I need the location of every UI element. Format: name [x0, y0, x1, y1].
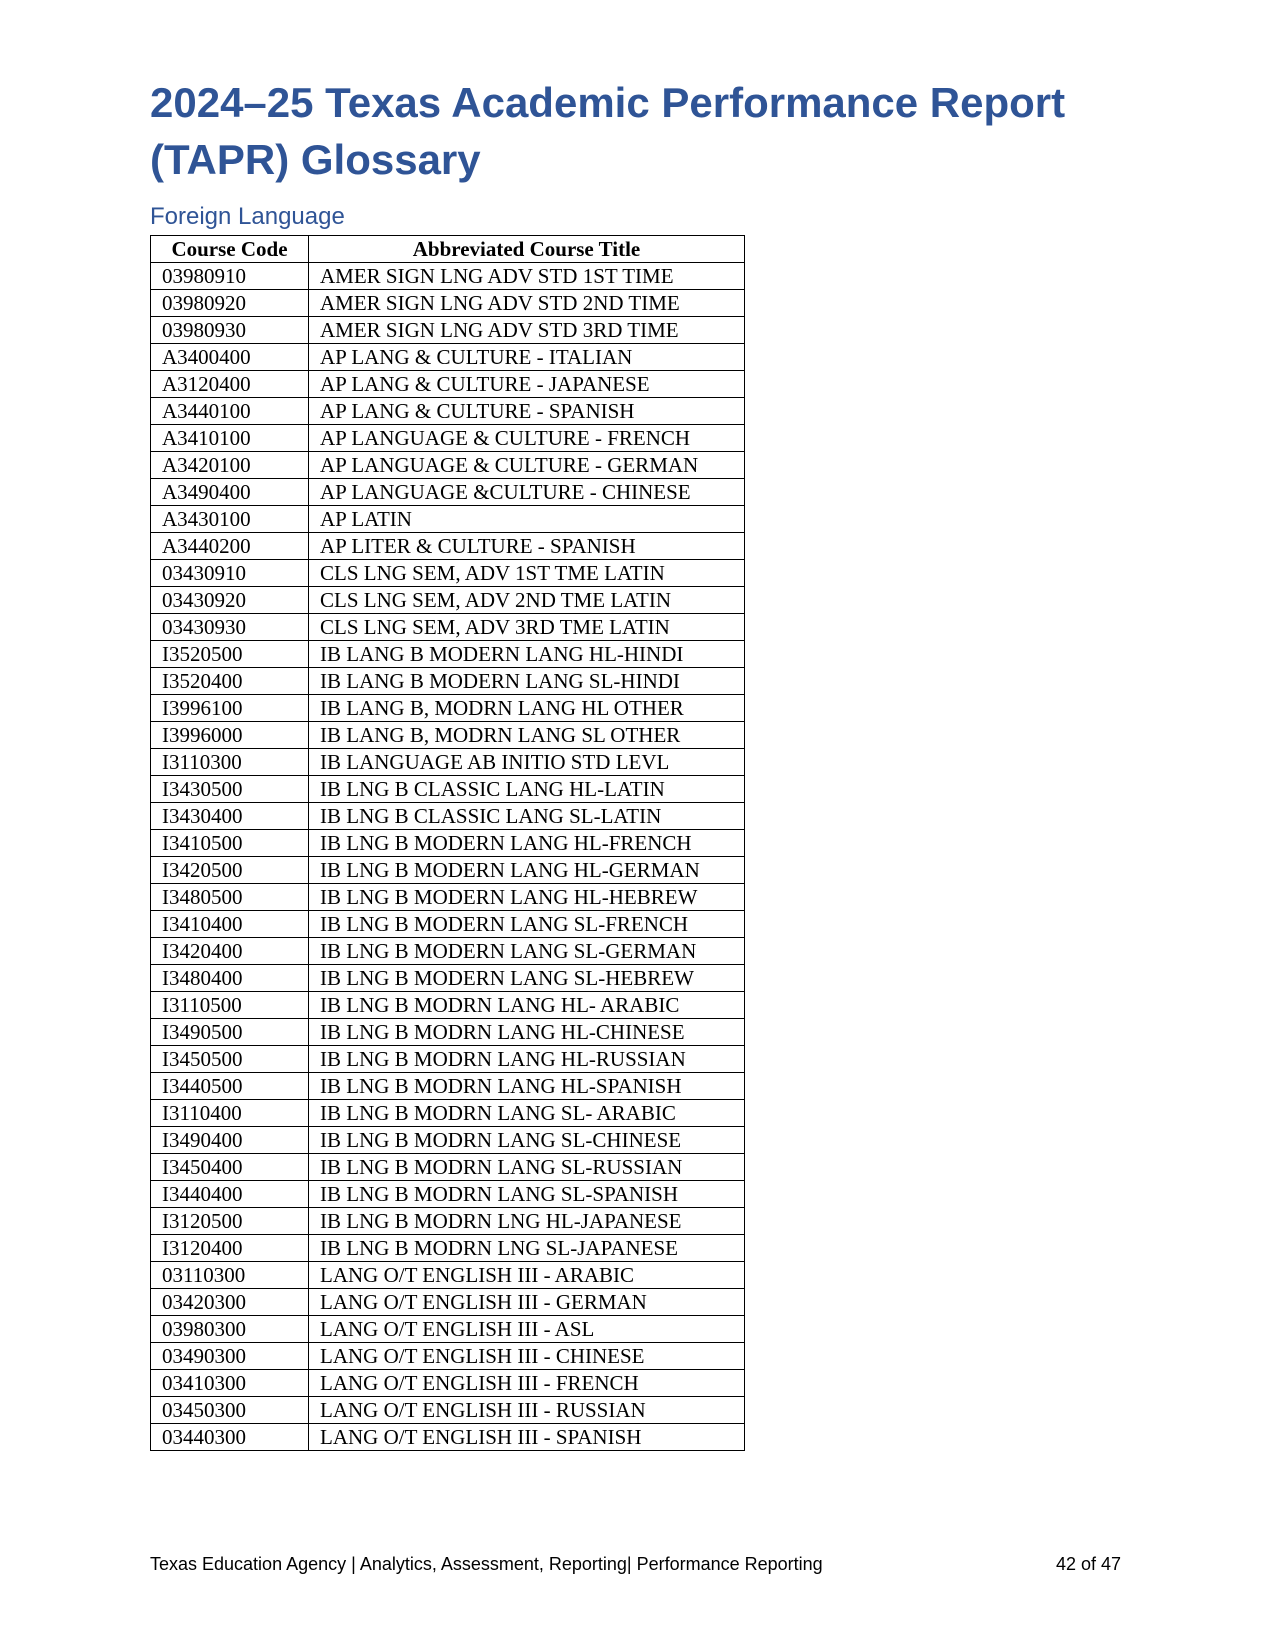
table-row — [151, 1019, 745, 1046]
course-title-cell: IB LNG B CLASSIC LANG SL-LATIN — [309, 803, 745, 830]
course-code-cell: A3440100 — [151, 398, 309, 425]
course-title-cell: IB LNG B MODRN LANG SL- ARABIC — [309, 1100, 745, 1127]
course-title-cell: AP LANGUAGE &CULTURE - CHINESE — [309, 479, 745, 506]
course-code-cell: I3410400 — [151, 911, 309, 938]
table-header-row — [151, 236, 745, 263]
table-row — [151, 506, 745, 533]
course-code-cell: I3430500 — [151, 776, 309, 803]
course-code-cell: I3440500 — [151, 1073, 309, 1100]
course-title-cell: LANG O/T ENGLISH III - RUSSIAN — [309, 1397, 745, 1424]
table-row — [151, 884, 745, 911]
course-code-cell: I3450500 — [151, 1046, 309, 1073]
table-row — [151, 1424, 745, 1451]
course-code-cell: A3440200 — [151, 533, 309, 560]
course-code-cell: 03980930 — [151, 317, 309, 344]
course-code-cell: 03430920 — [151, 587, 309, 614]
course-title-cell: IB LNG B MODERN LANG SL-FRENCH — [309, 911, 745, 938]
course-code-cell: 03490300 — [151, 1343, 309, 1370]
course-title-cell: AMER SIGN LNG ADV STD 2ND TIME — [309, 290, 745, 317]
course-code-cell: 03110300 — [151, 1262, 309, 1289]
course-code-cell: I3520500 — [151, 641, 309, 668]
course-code-cell: I3120500 — [151, 1208, 309, 1235]
course-title-cell: AMER SIGN LNG ADV STD 3RD TIME — [309, 317, 745, 344]
table-row — [151, 1127, 745, 1154]
table-row — [151, 722, 745, 749]
table-row — [151, 938, 745, 965]
course-title-cell: AP LANG & CULTURE - ITALIAN — [309, 344, 745, 371]
course-code-cell: 03410300 — [151, 1370, 309, 1397]
course-code-cell: A3410100 — [151, 425, 309, 452]
course-title-cell: IB LNG B CLASSIC LANG HL-LATIN — [309, 776, 745, 803]
column-header-course-code: Course Code — [151, 236, 309, 263]
course-code-cell: I3420400 — [151, 938, 309, 965]
table-row — [151, 1181, 745, 1208]
course-title-cell: IB LANG B MODERN LANG SL-HINDI — [309, 668, 745, 695]
table-row — [151, 911, 745, 938]
course-title-cell: IB LNG B MODRN LANG HL- ARABIC — [309, 992, 745, 1019]
course-title-cell: CLS LNG SEM, ADV 2ND TME LATIN — [309, 587, 745, 614]
table-row — [151, 317, 745, 344]
table-row — [151, 857, 745, 884]
course-code-cell: A3400400 — [151, 344, 309, 371]
course-title-cell: AP LANG & CULTURE - SPANISH — [309, 398, 745, 425]
course-title-cell: AP LITER & CULTURE - SPANISH — [309, 533, 745, 560]
course-title-cell: LANG O/T ENGLISH III - CHINESE — [309, 1343, 745, 1370]
table-row — [151, 1397, 745, 1424]
course-title-cell: IB LANG B, MODRN LANG HL OTHER — [309, 695, 745, 722]
table-row — [151, 452, 745, 479]
course-title-cell: CLS LNG SEM, ADV 1ST TME LATIN — [309, 560, 745, 587]
table-row — [151, 992, 745, 1019]
column-header-course-title: Abbreviated Course Title — [309, 236, 745, 263]
course-title-cell: AP LANGUAGE & CULTURE - FRENCH — [309, 425, 745, 452]
course-code-cell: I3490500 — [151, 1019, 309, 1046]
course-title-cell: IB LNG B MODERN LANG HL-FRENCH — [309, 830, 745, 857]
table-row — [151, 371, 745, 398]
course-code-cell: A3430100 — [151, 506, 309, 533]
course-title-cell: IB LNG B MODRN LNG SL-JAPANESE — [309, 1235, 745, 1262]
table-row — [151, 614, 745, 641]
course-table — [150, 235, 745, 1451]
course-code-cell: A3120400 — [151, 371, 309, 398]
course-title-cell: LANG O/T ENGLISH III - GERMAN — [309, 1289, 745, 1316]
course-title-cell: AMER SIGN LNG ADV STD 1ST TIME — [309, 263, 745, 290]
course-title-cell: IB LNG B MODERN LANG HL-GERMAN — [309, 857, 745, 884]
table-row — [151, 965, 745, 992]
course-code-cell: I3490400 — [151, 1127, 309, 1154]
course-code-cell: I3440400 — [151, 1181, 309, 1208]
course-title-cell: IB LANG B MODERN LANG HL-HINDI — [309, 641, 745, 668]
footer-text: Texas Education Agency | Analytics, Assessment, Reporting| Performance Reporting — [150, 1554, 823, 1574]
table-row — [151, 1262, 745, 1289]
table-row — [151, 695, 745, 722]
table-row — [151, 1235, 745, 1262]
course-title-cell: AP LANG & CULTURE - JAPANESE — [309, 371, 745, 398]
course-code-cell: 03430930 — [151, 614, 309, 641]
page-title-line-1: 2024–25 Texas Academic Performance Report — [150, 79, 1066, 126]
table-row — [151, 587, 745, 614]
table-row — [151, 1289, 745, 1316]
course-code-cell: 03430910 — [151, 560, 309, 587]
table-row — [151, 290, 745, 317]
course-code-cell: I3520400 — [151, 668, 309, 695]
table-row — [151, 668, 745, 695]
course-title-cell: IB LNG B MODRN LANG SL-SPANISH — [309, 1181, 745, 1208]
table-row — [151, 803, 745, 830]
course-table-body — [151, 263, 745, 1451]
table-row — [151, 1100, 745, 1127]
course-code-cell: I3996000 — [151, 722, 309, 749]
table-row — [151, 1316, 745, 1343]
course-title-cell: IB LNG B MODERN LANG HL-HEBREW — [309, 884, 745, 911]
course-code-cell: I3410500 — [151, 830, 309, 857]
course-code-cell: 03440300 — [151, 1424, 309, 1451]
course-title-cell: IB LNG B MODRN LANG SL-RUSSIAN — [309, 1154, 745, 1181]
course-title-cell: IB LNG B MODRN LNG HL-JAPANESE — [309, 1208, 745, 1235]
table-row — [151, 560, 745, 587]
course-code-cell: A3420100 — [151, 452, 309, 479]
table-row — [151, 344, 745, 371]
course-title-cell: LANG O/T ENGLISH III - ASL — [309, 1316, 745, 1343]
course-title-cell: IB LANGUAGE AB INITIO STD LEVL — [309, 749, 745, 776]
course-code-cell: 03420300 — [151, 1289, 309, 1316]
table-row — [151, 641, 745, 668]
table-row — [151, 479, 745, 506]
course-code-cell: I3110500 — [151, 992, 309, 1019]
table-row — [151, 263, 745, 290]
course-title-cell: IB LNG B MODRN LANG HL-CHINESE — [309, 1019, 745, 1046]
course-title-cell: LANG O/T ENGLISH III - FRENCH — [309, 1370, 745, 1397]
table-row — [151, 776, 745, 803]
course-code-cell: I3110400 — [151, 1100, 309, 1127]
course-code-cell: I3480400 — [151, 965, 309, 992]
table-row — [151, 533, 745, 560]
course-code-cell: I3430400 — [151, 803, 309, 830]
table-row — [151, 1154, 745, 1181]
page-number: 42 of 47 — [1056, 1554, 1122, 1574]
course-title-cell: LANG O/T ENGLISH III - SPANISH — [309, 1424, 745, 1451]
course-title-cell: IB LNG B MODRN LANG SL-CHINESE — [309, 1127, 745, 1154]
course-code-cell: I3450400 — [151, 1154, 309, 1181]
table-row — [151, 830, 745, 857]
course-title-cell: CLS LNG SEM, ADV 3RD TME LATIN — [309, 614, 745, 641]
course-code-cell: I3120400 — [151, 1235, 309, 1262]
table-row — [151, 1343, 745, 1370]
table-row — [151, 425, 745, 452]
table-row — [151, 398, 745, 425]
course-title-cell: IB LNG B MODRN LANG HL-RUSSIAN — [309, 1046, 745, 1073]
table-row — [151, 1370, 745, 1397]
course-code-cell: I3420500 — [151, 857, 309, 884]
table-row — [151, 1208, 745, 1235]
course-code-cell: 03980300 — [151, 1316, 309, 1343]
course-code-cell: 03980920 — [151, 290, 309, 317]
course-title-cell: IB LANG B, MODRN LANG SL OTHER — [309, 722, 745, 749]
course-code-cell: I3110300 — [151, 749, 309, 776]
course-code-cell: A3490400 — [151, 479, 309, 506]
section-heading: Foreign Language — [150, 203, 345, 230]
course-title-cell: LANG O/T ENGLISH III - ARABIC — [309, 1262, 745, 1289]
course-title-cell: AP LATIN — [309, 506, 745, 533]
table-row — [151, 1046, 745, 1073]
course-code-cell: 03980910 — [151, 263, 309, 290]
table-row — [151, 1073, 745, 1100]
course-code-cell: I3480500 — [151, 884, 309, 911]
page-title-line-2: (TAPR) Glossary — [150, 136, 481, 183]
course-code-cell: I3996100 — [151, 695, 309, 722]
course-code-cell: 03450300 — [151, 1397, 309, 1424]
course-title-cell: IB LNG B MODERN LANG SL-HEBREW — [309, 965, 745, 992]
course-title-cell: IB LNG B MODERN LANG SL-GERMAN — [309, 938, 745, 965]
course-title-cell: AP LANGUAGE & CULTURE - GERMAN — [309, 452, 745, 479]
page-title — [150, 74, 1150, 188]
table-row — [151, 749, 745, 776]
course-title-cell: IB LNG B MODRN LANG HL-SPANISH — [309, 1073, 745, 1100]
